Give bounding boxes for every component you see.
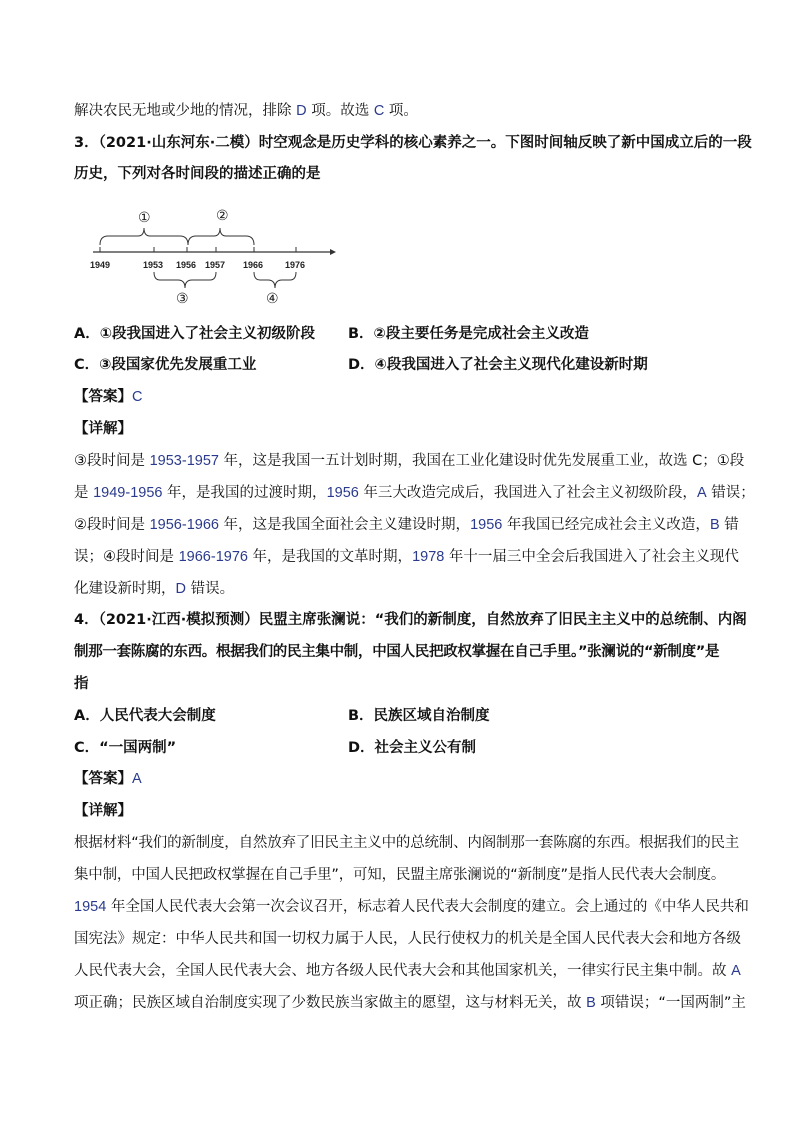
bracket-2: [188, 228, 254, 245]
q4-stem: [74, 610, 747, 630]
q4-detail-line: 项正确；民族区域自治制度实现了少数民族当家做主的愿望，这与材料无关，故 B 项错误；“一国两制”主: [74, 995, 746, 1011]
option-c: C．“一国两制”: [74, 740, 177, 756]
option-d: D．社会主义公有制: [348, 740, 477, 756]
q3-stem-line2: 历史，下列对各时间段的描述正确的是: [74, 166, 321, 182]
question-number: 3．: [74, 135, 99, 151]
q2-tail-text: 项。故选: [306, 103, 374, 119]
bracket-label-2: ②: [216, 207, 229, 223]
q4-detail-line: 1954 年全国人民代表大会第一次会议召开，标志着人民代表大会制度的建立。会上通过的《中华人民共和: [74, 899, 749, 915]
year-label: 1957: [205, 260, 226, 270]
q4-options-row1: [74, 706, 724, 726]
answer-label: 【答案】: [74, 771, 132, 787]
option-a: A．①段我国进入了社会主义初级阶段: [74, 326, 315, 342]
option-ref: D: [296, 103, 307, 119]
q3-stem: [74, 133, 752, 153]
q3-options-row2: [74, 355, 724, 375]
question-text: 民盟主席张澜说：“我们的新制度，自然放弃了旧民主主义中的总统制、内阁: [258, 612, 747, 628]
answer-value: A: [132, 771, 142, 787]
year-label: 1949: [90, 260, 111, 270]
q4-detail-line: 人民代表大会，全国人民代表大会、地方各级人民代表大会和其他国家机关，一律实行民主集中制。故 A: [74, 963, 741, 979]
year-label: 1966: [243, 260, 264, 270]
q4-detail-line: 国宪法》规定：中华人民共和国一切权力属于人民，人民行使权力的机关是全国人民代表大会和地方各级: [74, 931, 741, 947]
q4-detail-label: 【详解】: [74, 803, 132, 819]
answer-label: 【答案】: [74, 389, 132, 405]
q4-stem-line2: 制那一套陈腐的东西。根据我们的民主集中制，中国人民把政权掌握在自己手里。”张澜说的“新制度”是: [74, 644, 720, 660]
q3-detail-line: 化建设新时期，D 错误。: [74, 581, 235, 597]
question-text: 时空观念是历史学科的核心素养之一。下图时间轴反映了新中国成立后的一段: [258, 135, 752, 151]
bracket-4: [254, 272, 296, 288]
year-label: 1953: [143, 260, 164, 270]
q2-explanation-tail: [74, 101, 724, 121]
option-d: D．④段我国进入了社会主义现代化建设新时期: [348, 357, 648, 373]
year-label: 1976: [285, 260, 306, 270]
bracket-1: [100, 228, 188, 245]
option-b: B．民族区域自治制度: [348, 708, 490, 724]
year-label: 1956: [176, 260, 197, 270]
option-b: B．②段主要任务是完成社会主义改造: [348, 326, 589, 342]
q3-detail-line: ②段时间是 1956-1966 年，这是我国全面社会主义建设时期，1956 年我国已经完成社会主义改造，B 错: [74, 517, 739, 533]
q3-detail-line: 误；④段时间是 1966-1976 年，是我国的文革时期，1978 年十一届三中全会后我国进入了社会主义现代: [74, 549, 739, 565]
option-a: A．人民代表大会制度: [74, 708, 216, 724]
bracket-3: [154, 272, 216, 288]
q2-tail-text: 项。: [384, 103, 418, 119]
q4-stem-line3: 指: [74, 676, 89, 692]
timeline-arrow: [330, 249, 336, 255]
q3-detail-label: 【详解】: [74, 421, 132, 437]
option-c: C．③段国家优先发展重工业: [74, 357, 257, 373]
bracket-label-4: ④: [266, 290, 279, 306]
question-source: （2021·山东河东·二模）: [98, 135, 259, 151]
q4-detail-line: 根据材料“我们的新制度，自然放弃了旧民主主义中的总统制、内阁制那一套陈腐的东西。根据我们的民主: [74, 835, 740, 851]
q4-answer: [74, 769, 724, 789]
q3-detail-line: ③段时间是 1953-1957 年，这是我国一五计划时期，我国在工业化建设时优先发展重工业，故选 C；①段: [74, 453, 745, 469]
q3-options-row1: [74, 324, 724, 344]
q4-options-row2: [74, 738, 724, 758]
bracket-label-3: ③: [176, 290, 189, 306]
bracket-label-1: ①: [138, 209, 151, 225]
q2-tail-text: 解决农民无地或少地的情况，排除: [74, 103, 297, 119]
option-ref: C: [373, 103, 385, 119]
answer-value: C: [132, 389, 143, 405]
q3-answer: [74, 387, 724, 407]
q3-detail-line: 是 1949-1956 年，是我国的过渡时期，1956 年三大改造完成后，我国进入了社会主义初级阶段，A 错误；: [74, 485, 755, 501]
q4-detail-line: 集中制，中国人民把政权掌握在自己手里”，可知，民盟主席张澜说的“新制度”是指人民代表大会制度。: [74, 867, 726, 883]
question-number: 4．: [74, 612, 99, 628]
question-source: （2021·江西·模拟预测）: [98, 612, 259, 628]
timeline-diagram: [88, 200, 348, 314]
timeline-svg: [88, 200, 348, 310]
